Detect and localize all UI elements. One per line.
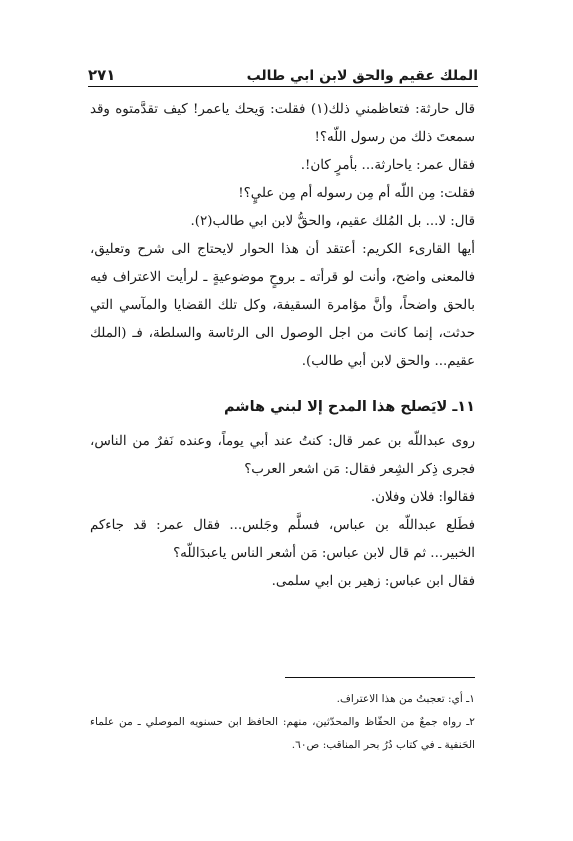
section-heading: ١١ـ لايَصلح هذا المدح إلا لبني هاشم <box>223 399 475 415</box>
paragraph: فقالوا: فلان وفلان. <box>370 490 475 505</box>
footnote-rule <box>285 677 475 678</box>
paragraph: روى عبداللّه بن عمر قال: كنتُ عند أبي يوماً، وعنده نَفرٌ من الناس، فجرى ذِكر الشِعر فقال: مَن اشعر العرب؟ <box>90 434 475 477</box>
paragraph: قال: لا... بل المُلك عقيم، والحقُّ لابن ابي طالب(٢). <box>190 214 475 229</box>
running-header <box>88 58 478 84</box>
paragraph: أيها القارىء الكريم: أعتقد أن هذا الحوار لايحتاج الى شرح وتعليق، فالمعنى واضح، وأنت لو قرأته ـ بروحٍ موضوعيةٍ ـ لرأيت الاعتراف فيه بالحق واضحاً، وأنَّ مؤامرة السقيفة، وكل تلك القضايا والمآسي التي حدثت، إنما كانت من اجل الوصول الى الرئاسة والسلطة، فـ (الملك عقيم... والحق لابن أبي طالب). <box>90 242 475 369</box>
footnote: ١ـ أي: تعجبتُ من هذا الاعتراف. <box>336 693 475 705</box>
paragraph: فقال ابن عباس: زهير بن ابي سلمى. <box>271 574 475 589</box>
paragraph: قال حارثة: فتعاظمني ذلك(١) فقلت: وَيحك ياعمر! كيف تقدَّمتوه وقد سمعتَ ذلك من رسول اللّه؟! <box>90 102 475 145</box>
running-title: الملك عقيم والحق لابن ابي طالب <box>246 68 478 84</box>
paragraph: فقال عمر: ياحارثة... بأمرٍ كان!. <box>300 158 475 173</box>
header-rule <box>88 86 478 87</box>
main-text <box>90 96 475 596</box>
paragraph: فقلت: مِن اللّه أم مِن رسوله أم مِن عليٍ؟! <box>238 186 475 201</box>
footnotes <box>90 688 475 757</box>
footnote: ٢ـ رواه جمعٌ من الحفّاظ والمحدّثين، منهم: الحافظ ابن حسنويه الموصلي ـ من علماء الحَنفية ـ في كتاب دُرُ بحر المناقب: ص٦٠. <box>90 716 475 751</box>
paragraph: فطَلع عبداللّه بن عباس، فسلَّم وجَلس... فقال عمر: قد جاءكم الخبير... ثم قال لابن عباس: مَن أشعر الناس ياعبدَاللّه؟ <box>90 518 475 561</box>
page-number: ٢٧١ <box>88 66 116 84</box>
